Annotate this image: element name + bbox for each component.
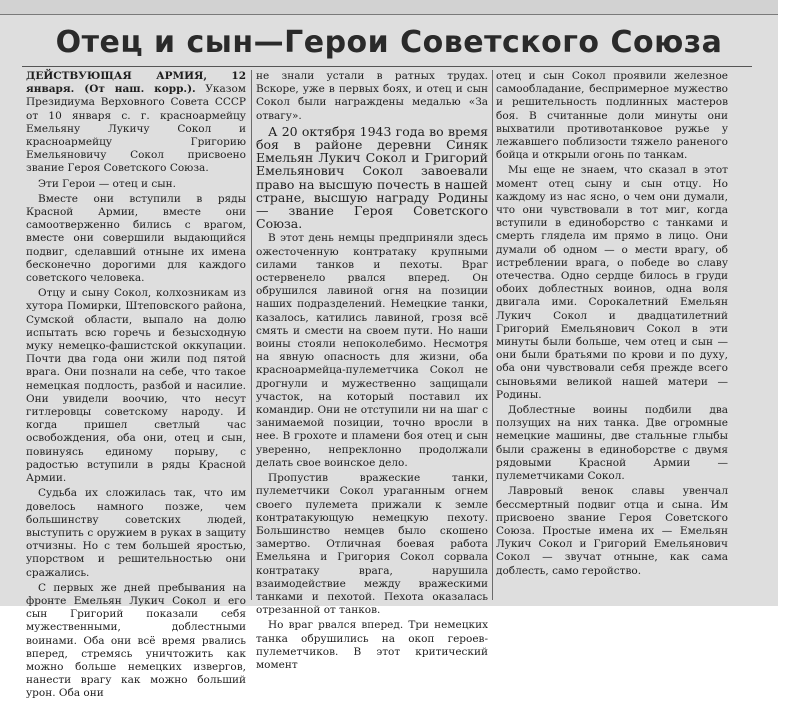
- article-paragraph: Отцу и сыну Сокол, колхозникам из хутора Помирки, Штеповского района, Сумской области, выпало на долю испытать всю горечь и безысходную муку немецко-фашистской оккупации. Почти два года они жили под пятой врага. Они познали на себе, что такое немецкая подлость, разбой и насилие. Они увидели воочию, что несут гитлеровцы советскому народу. И когда пришел светлый час освобождения, оба они, отец и сын, повинуясь единому порыву, с радостью вступили в ряды Красной Армии.: [26, 287, 246, 485]
- column-divider: [492, 70, 493, 600]
- headline: Отец и сын—Герои Советского Союза: [55, 25, 723, 60]
- article-column-3: [496, 70, 728, 600]
- article-paragraph: Пропустив вражеские танки, пулеметчики Сокол ураганным огнем своего пулемета прижали к земле контратакующую немецкую пехоту. Большинство немцев было скошено замертво. Отличная боевая работа Емельяна и Григория Сокол сорвала контратаку врага, нарушила взаимодействие между вражескими танками и пехотой. Пехота оказалась отрезанной от танков.: [256, 472, 488, 617]
- article-paragraph: Вместе они вступили в ряды Красной Армии, вместе они самоотверженно бились с врагом, вместе они совершили выдающийся подвиг, сделавший отныне их имена бесконечно дорогими для каждого советского человека.: [26, 192, 246, 285]
- article-paragraph: отец и сын Сокол проявили железное самообладание, беспримерное мужество и решительность подлинных мастеров боя. В считанные доли минуты они выхватили противотанковое ружье у лежавшего поблизости тяжело раненого бойца и открыли огонь по танкам.: [496, 70, 728, 162]
- article-paragraph: Лавровый венок славы увенчал бессмертный подвиг отца и сына. Им присвоено звание Героя Советского Союза. Простые имена их — Емельян Лукич Сокол и Григорий Емельянович Сокол — звучат отныне, как сама доблесть, само геройство.: [496, 485, 728, 577]
- column-divider: [251, 70, 252, 600]
- article-paragraph: не знали устали в ратных трудах. Вскоре, уже в первых боях, и отец и сын Сокол были награждены медалью «За отвагу».: [256, 70, 488, 122]
- article-paragraph: Но враг рвался вперед. Три немецких танка обрушились на окоп героев-пулеметчиков. В этот критический момент: [256, 619, 488, 671]
- page-top-edge: [0, 0, 778, 15]
- article-lead-paragraph: [26, 70, 246, 176]
- article-paragraph: А 20 октября 1943 года во время боя в районе деревни Синяк Емельян Лукич Сокол и Григорий Емельянович Сокол завоевали право на высшую почесть в нашей стране, высшую награду Родины — звание Героя Советского Союза.: [256, 123, 488, 232]
- article-column-1: [26, 70, 246, 700]
- article-paragraph: В этот день немцы предприняли здесь ожесточенную контратаку крупными силами танков и пехоты. Враг остервенело рвался вперед. Он обрушился лавиной огня на позиции наших подразделений. Немецкие танки, казалось, катились лавиной, грозя всё смять и смести на своем пути. Но наши воины стояли непоколебимо. Несмотря на явную опасность для жизни, оба красноармейца-пулеметчика Сокол не дрогнули и мужественно защищали участок, на который поставил их командир. Они не отступили ни на шаг с занимаемой позиции, точно вросли в нее. В грохоте и пламени боя отец и сын уверенно, непреклонно продолжали делать свое воинское дело.: [256, 232, 488, 469]
- article-paragraph: Мы еще не знаем, что сказал в этот момент отец сыну и сын отцу. Но каждому из нас ясно, о чем они думали, что они чувствовали в тот миг, когда вступили в единоборство с танками и смерть глядела им прямо в лицо. Они думали об одном — о мести врагу, об истреблении врага, о победе во славу отечества. Одно сердце билось в груди обоих доблестных воинов, одна воля двигала ими. Сорокалетний Емельян Лукич Сокол и двадцатилетний Григорий Емельянович Сокол в эти минуты были больше, чем отец и сын — они были братьями по крови и по духу, оба они чувствовали себя прежде всего сыновьями великой нашей матери — Родины.: [496, 164, 728, 401]
- article-column-2: [256, 70, 488, 671]
- article-paragraph: Доблестные воины подбили два ползущих на них танка. Две огромные немецкие машины, две стальные глыбы были сражены в единоборстве с двумя рядовыми Красной Армии — пулеметчиками Сокол.: [496, 404, 728, 483]
- article-paragraph: Эти Герои — отец и сын.: [38, 177, 176, 190]
- dateline: ДЕЙСТВУЮЩАЯ АРМИЯ, 12 января. (От наш. корр.).: [26, 70, 246, 96]
- article-paragraph: С первых же дней пребывания на фронте Емельян Лукич Сокол и его сын Григорий показали себя мужественными, доблестными воинами. Оба они всё время рвались вперед, стремясь уничтожить как можно больше немецких извергов, нанести врагу как можно больший урон. Оба они: [26, 581, 246, 700]
- headline-rule: [22, 66, 752, 67]
- lead-text: Указом Президиума Верховного Совета СССР от 10 января с. г. красноармейцу Емельяну Лукичу Сокол и красноармейцу Григорию Емельяновичу Сокол присвоено звание Героя Советского Союза.: [26, 83, 246, 175]
- article-paragraph: Судьба их сложилась так, что им довелось намного позже, чем большинству советских людей, выступить с оружием в руках в защиту отчизны. Но с тем большей яростью, упорством и решительностью они сражались.: [26, 487, 246, 579]
